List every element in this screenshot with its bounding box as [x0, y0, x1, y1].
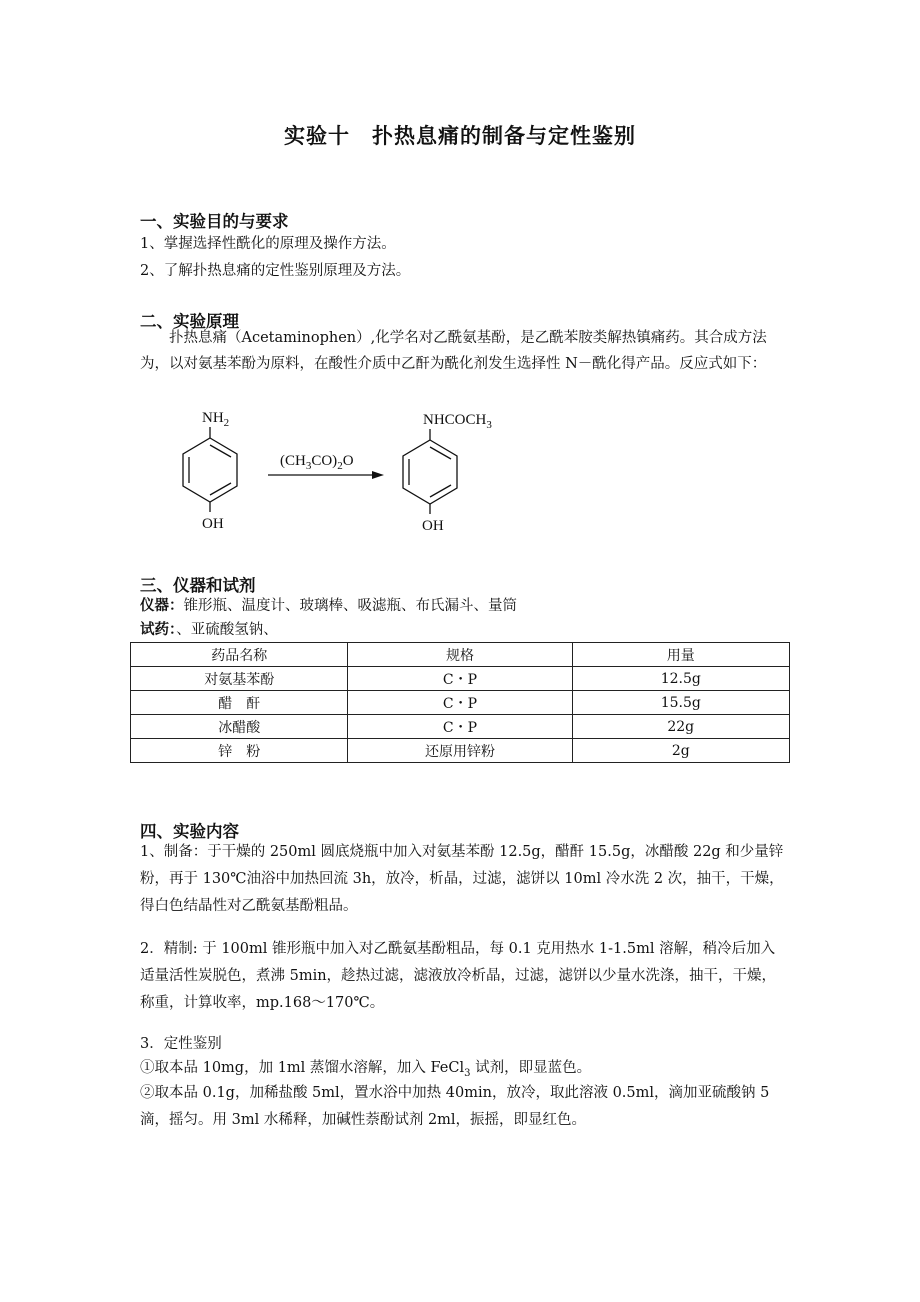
table-row [131, 667, 790, 691]
page-title [0, 120, 920, 150]
table-cell: C・P [348, 667, 572, 691]
section4-heading: 四、实验内容 [140, 822, 239, 841]
table-cell: 还原用锌粉 [348, 739, 572, 763]
table-row [131, 715, 790, 739]
section2-heading: 二、实验原理 [140, 312, 239, 331]
list-item: 1、掌握选择性酰化的原理及操作方法。 [140, 236, 396, 252]
reactant-hydroxyl-group: OH [202, 516, 224, 532]
step2-purification: 2．精制: 于 100ml 锥形瓶中加入对乙酰氨基酚粗品，每 0.1 克用热水 1-1.5ml 溶解，稍冷后加入适量活性炭脱色，煮沸 5min，趁热过滤，滤液放冷析晶，过滤，滤饼以少量水洗涤，抽干，干燥，称重，计算收率，mp.168～170℃。 [140, 941, 777, 1011]
reactant-benzene-ring [183, 427, 237, 512]
instruments-list: 锥形瓶、温度计、玻璃棒、吸滤瓶、布氏漏斗、量筒 [183, 598, 517, 614]
section3-heading: 三、仪器和试剂 [140, 576, 256, 595]
table-row [131, 691, 790, 715]
table-cell: 22g [572, 715, 789, 739]
table-cell: 冰醋酸 [131, 715, 348, 739]
table-cell: 15.5g [572, 691, 789, 715]
table-cell: 锌 粉 [131, 739, 348, 763]
step3-title: 3．定性鉴别 [140, 1036, 222, 1052]
table-cell: C・P [348, 715, 572, 739]
reagents-list: 、亚硫酸氢钠、 [176, 622, 278, 638]
principle-paragraph: 扑热息痛（Acetaminophen）,化学名对乙酰氨基酚，是乙酰苯胺类解热镇痛药。其合成方法为，以对氨基苯酚为原料，在酸性介质中乙酐为酰化剂发生选择性 N－酰化得产品。反应式如下： [140, 330, 767, 372]
table-cell: 对氨基苯酚 [131, 667, 348, 691]
instruments-label: 仪器： [140, 598, 184, 614]
product-hydroxyl-group: OH [422, 518, 444, 534]
list-item: 2、了解扑热息痛的定性鉴别原理及方法。 [140, 263, 411, 279]
table-header-row [131, 643, 790, 667]
table-cell: 12.5g [572, 667, 789, 691]
reaction-scheme [140, 400, 560, 545]
product-acetamido-group: $NHCOCH_3$ [423, 412, 492, 431]
product-benzene-ring [403, 429, 457, 514]
identification-test-1: ①取本品 10mg，加 1ml 蒸馏水溶解，加入 FeCl$_3$ 试剂，即显蓝色。 [140, 1060, 592, 1079]
reagents-line [140, 618, 785, 642]
title-part2: 扑热息痛的制备与定性鉴别 [372, 124, 636, 148]
section1-heading: 一、实验目的与要求 [140, 212, 289, 231]
section1-body [140, 231, 785, 285]
table-header-cell: 药品名称 [131, 643, 348, 667]
identification-test-2: ②取本品 0.1g，加稀盐酸 5ml，置水浴中加热 40min，放冷，取此溶液 0.5ml，滴加亚硫酸钠 5 滴，摇匀。用 3ml 水稀释，加碱性萘酚试剂 2ml，振摇，即显红色。 [140, 1085, 770, 1128]
reagent-table [130, 642, 790, 763]
table-row [131, 739, 790, 763]
reaction-arrow [268, 471, 384, 479]
table-cell: 2g [572, 739, 789, 763]
table-header-cell: 用量 [572, 643, 789, 667]
title-part1: 实验十 [284, 124, 350, 148]
reactant-amino-group: $NH_2$ [202, 410, 230, 429]
table-cell: 醋 酐 [131, 691, 348, 715]
reagent-label: $(CH_3CO)_2O$ [280, 453, 354, 472]
reagents-label: 试药： [140, 622, 177, 638]
step1-preparation: 1、制备：于干燥的 250ml 圆底烧瓶中加入对氨基苯酚 12.5g，醋酐 15.5g，冰醋酸 22g 和少量锌粉，再于 130℃油浴中加热回流 3h，放冷，析晶，过滤，滤饼以 10ml 冷水洗 2 次，抽干，干燥，得白色结晶性对乙酰氨基酚粗品。 [140, 844, 784, 914]
instruments-line [140, 594, 785, 618]
table-cell: C・P [348, 691, 572, 715]
table-header-cell: 规格 [348, 643, 572, 667]
